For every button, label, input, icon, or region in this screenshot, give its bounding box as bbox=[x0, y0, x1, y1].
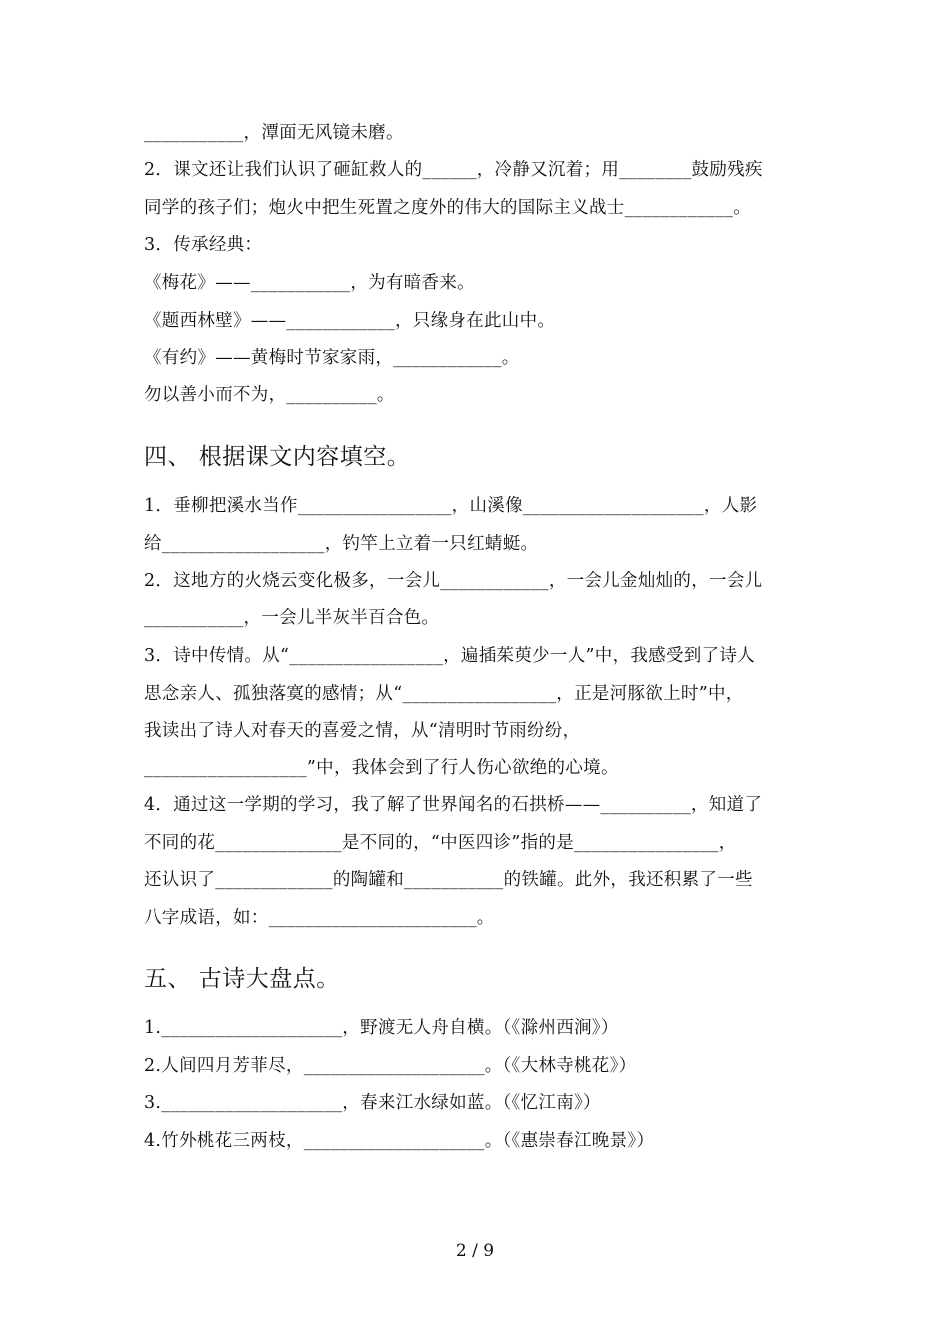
s4-line: 3．诗中传情。从“_________________，遍插茱萸少一人”中，我感受到了诗人 bbox=[144, 646, 755, 666]
s4-line: 给__________________，钓竿上立着一只红蜻蜓。 bbox=[144, 534, 539, 554]
poem-blank-line: ___________，潭面无风镜未磨。 bbox=[144, 123, 404, 143]
question-2-line-2: 同学的孩子们；炮火中把生死置之度外的伟大的国际主义战士____________。 bbox=[144, 198, 751, 218]
classic-xilin-line: 《题西林壁》——____________，只缘身在此山中。 bbox=[144, 311, 556, 331]
s5-line: 2.人间四月芳菲尽，____________________。（《大林寺桃花》） bbox=[144, 1056, 637, 1076]
s4-line: 还认识了_____________的陶罐和___________的铁罐。此外，我还积累了一些 bbox=[144, 870, 753, 890]
s4-line: 1．垂柳把溪水当作_________________，山溪像____________________，人影 bbox=[144, 496, 758, 516]
s4-line: 不同的花______________是不同的，“中医四诊”指的是________________， bbox=[144, 833, 737, 853]
question-2-line-1: 2．课文还让我们认识了砸缸救人的______，冷静又沉着；用________鼓励残疾 bbox=[144, 160, 763, 180]
s4-line: __________________”中，我体会到了行人伤心欲绝的心境。 bbox=[144, 758, 619, 778]
s4-line: 4．通过这一学期的学习，我了解了世界闻名的石拱桥——__________，知道了 bbox=[144, 795, 763, 815]
s5-line: 4.竹外桃花三两枝，____________________。（《惠崇春江晚景》） bbox=[144, 1131, 655, 1151]
question-3-title: 3．传承经典： bbox=[144, 235, 263, 255]
classic-youyue-line: 《有约》——黄梅时节家家雨，____________。 bbox=[144, 348, 520, 368]
classic-proverb-line: 勿以善小而不为，__________。 bbox=[144, 385, 395, 405]
page-number: 2 / 9 bbox=[455, 1241, 495, 1261]
s4-line: 思念亲人、孤独落寞的感情；从“_________________，正是河豚欲上时”中， bbox=[144, 684, 744, 704]
classic-plum-line: 《梅花》——___________，为有暗香来。 bbox=[144, 273, 475, 293]
s5-line: 3.____________________，春来江水绿如蓝。（《忆江南》） bbox=[144, 1093, 601, 1113]
section-4-heading: 四、 根据课文内容填空。 bbox=[144, 444, 411, 470]
s4-line: 我读出了诗人对春天的喜爱之情，从“清明时节雨纷纷， bbox=[144, 721, 581, 741]
s5-line: 1.____________________，野渡无人舟自横。（《滁州西涧》） bbox=[144, 1018, 619, 1038]
section-5-heading: 五、 古诗大盘点。 bbox=[144, 966, 340, 992]
s4-line: ___________，一会儿半灰半百合色。 bbox=[144, 608, 440, 628]
s4-line: 2．这地方的火烧云变化极多，一会儿____________，一会儿金灿灿的，一会儿 bbox=[144, 571, 763, 591]
s4-line: 八字成语，如：_______________________。 bbox=[144, 908, 495, 928]
